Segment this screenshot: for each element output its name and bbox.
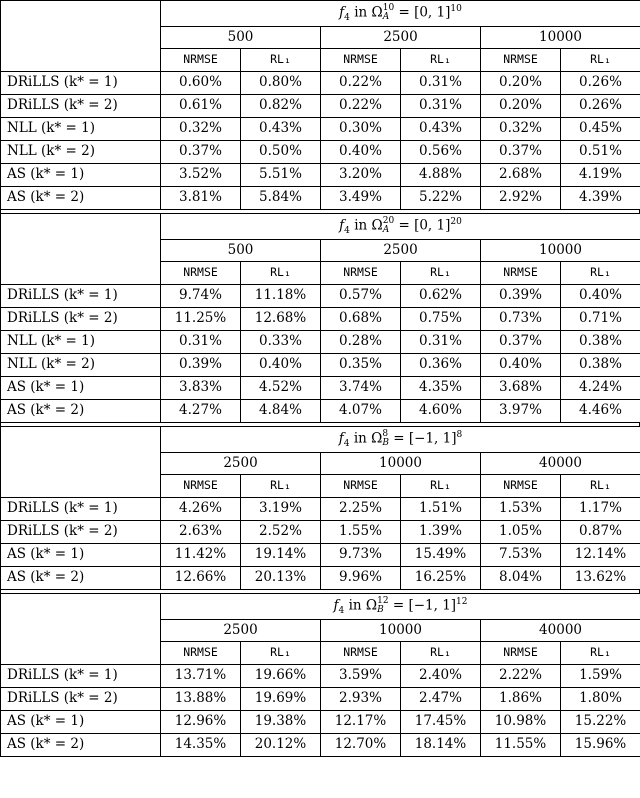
method-cell <box>1 118 161 141</box>
corner-cell <box>1 214 161 285</box>
method-cell <box>1 331 161 354</box>
method-name: AS <box>7 569 26 586</box>
nrmse-value: 0.32% <box>161 118 241 141</box>
nrmse-value: 11.42% <box>161 544 241 567</box>
method-cell <box>1 498 161 521</box>
title-omega-sub: A <box>382 224 390 235</box>
method-k: (k* = 2) <box>59 523 118 540</box>
rl1-header: RL₁ <box>561 262 640 285</box>
rl1-value: 4.19% <box>561 164 640 187</box>
rl1-value: 4.84% <box>241 400 321 423</box>
method-name: DRiLLS <box>7 74 60 91</box>
title-omega: Ω <box>371 217 383 234</box>
method-cell <box>1 734 161 757</box>
nrmse-value: 1.86% <box>481 688 561 711</box>
rl1-header: RL₁ <box>241 49 321 72</box>
rl1-value: 19.14% <box>241 544 321 567</box>
nrmse-value: 0.39% <box>481 285 561 308</box>
rl1-value: 4.52% <box>241 377 321 400</box>
nrmse-value: 8.04% <box>481 567 561 590</box>
rl1-value: 0.33% <box>241 331 321 354</box>
method-cell <box>1 187 161 210</box>
method-cell <box>1 164 161 187</box>
nrmse-value: 0.68% <box>321 308 401 331</box>
title-in: in <box>349 217 372 234</box>
title-f-sub: 4 <box>343 439 350 450</box>
rl1-value: 0.87% <box>561 521 640 544</box>
sample-size-header: 2500 <box>161 453 321 475</box>
method-cell <box>1 688 161 711</box>
method-name: AS <box>7 402 26 419</box>
sample-size-header: 10000 <box>321 620 481 642</box>
rl1-value: 0.31% <box>401 331 481 354</box>
nrmse-value: 9.74% <box>161 285 241 308</box>
rl1-value: 1.59% <box>561 665 640 688</box>
rl1-value: 12.14% <box>561 544 640 567</box>
nrmse-value: 3.83% <box>161 377 241 400</box>
table-row <box>1 544 640 567</box>
title-omega: Ω <box>365 597 378 614</box>
nrmse-value: 3.74% <box>321 377 401 400</box>
nrmse-value: 0.35% <box>321 354 401 377</box>
rl1-value: 0.43% <box>241 118 321 141</box>
rl1-value: 5.51% <box>241 164 321 187</box>
rl1-header: RL₁ <box>561 475 640 498</box>
method-k: (k* = 1) <box>59 667 118 684</box>
method-name: NLL <box>7 143 37 160</box>
rl1-value: 0.75% <box>401 308 481 331</box>
rl1-value: 4.46% <box>561 400 640 423</box>
table-row <box>1 187 640 210</box>
nrmse-value: 0.40% <box>481 354 561 377</box>
corner-cell <box>1 427 161 498</box>
sample-size-header: 10000 <box>481 27 640 49</box>
rl1-value: 4.35% <box>401 377 481 400</box>
nrmse-value: 12.96% <box>161 711 241 734</box>
rl1-value: 18.14% <box>401 734 481 757</box>
title-omega-scripts <box>382 430 389 448</box>
method-cell <box>1 354 161 377</box>
nrmse-value: 12.70% <box>321 734 401 757</box>
title-pow: 8 <box>456 429 463 440</box>
rl1-value: 4.39% <box>561 187 640 210</box>
rl1-value: 0.71% <box>561 308 640 331</box>
rl1-value: 15.49% <box>401 544 481 567</box>
method-name: DRiLLS <box>7 667 60 684</box>
method-k: (k* = 2) <box>26 569 85 586</box>
nrmse-value: 0.37% <box>481 141 561 164</box>
nrmse-value: 0.22% <box>321 72 401 95</box>
nrmse-header: NRMSE <box>481 475 561 498</box>
sample-size-header: 2500 <box>321 240 481 262</box>
method-cell <box>1 285 161 308</box>
nrmse-value: 13.71% <box>161 665 241 688</box>
nrmse-value: 0.57% <box>321 285 401 308</box>
nrmse-value: 3.59% <box>321 665 401 688</box>
method-name: DRiLLS <box>7 690 60 707</box>
title-row <box>1 214 640 240</box>
title-omega: Ω <box>371 430 383 447</box>
results-table-4 <box>0 593 640 757</box>
method-k: (k* = 1) <box>26 546 85 563</box>
corner-cell <box>1 594 161 665</box>
nrmse-value: 0.28% <box>321 331 401 354</box>
nrmse-header: NRMSE <box>321 262 401 285</box>
table-row <box>1 308 640 331</box>
rl1-value: 16.25% <box>401 567 481 590</box>
table-row <box>1 734 640 757</box>
title-f-sub: 4 <box>338 606 345 617</box>
title-eq: = [0, 1] <box>394 217 451 234</box>
table-row <box>1 521 640 544</box>
nrmse-value: 11.55% <box>481 734 561 757</box>
method-cell <box>1 567 161 590</box>
title-omega-sub: A <box>382 11 390 22</box>
method-name: DRiLLS <box>7 523 60 540</box>
sample-size-header: 10000 <box>481 240 640 262</box>
rl1-value: 0.26% <box>561 72 640 95</box>
rl1-value: 11.18% <box>241 285 321 308</box>
nrmse-value: 4.26% <box>161 498 241 521</box>
nrmse-value: 11.25% <box>161 308 241 331</box>
rl1-value: 20.13% <box>241 567 321 590</box>
sample-size-header: 2500 <box>161 620 321 642</box>
nrmse-value: 14.35% <box>161 734 241 757</box>
nrmse-value: 7.53% <box>481 544 561 567</box>
method-k: (k* = 2) <box>59 690 118 707</box>
nrmse-header: NRMSE <box>321 49 401 72</box>
title-omega-scripts <box>383 217 394 235</box>
rl1-value: 2.47% <box>401 688 481 711</box>
table-row <box>1 354 640 377</box>
rl1-value: 19.38% <box>241 711 321 734</box>
table-row <box>1 400 640 423</box>
nrmse-value: 1.53% <box>481 498 561 521</box>
corner-cell <box>1 1 161 72</box>
rl1-value: 0.26% <box>561 95 640 118</box>
rl1-value: 13.62% <box>561 567 640 590</box>
table-row <box>1 118 640 141</box>
nrmse-value: 0.32% <box>481 118 561 141</box>
title-f-sub: 4 <box>344 13 350 24</box>
title-in: in <box>349 430 372 447</box>
method-cell <box>1 95 161 118</box>
nrmse-value: 13.88% <box>161 688 241 711</box>
method-k: (k* = 1) <box>59 500 118 517</box>
rl1-value: 4.60% <box>401 400 481 423</box>
title-eq: = [−1, 1] <box>388 430 457 447</box>
method-cell <box>1 377 161 400</box>
nrmse-value: 4.27% <box>161 400 241 423</box>
nrmse-value: 3.97% <box>481 400 561 423</box>
method-k: (k* = 1) <box>59 74 118 91</box>
rl1-value: 19.69% <box>241 688 321 711</box>
method-name: NLL <box>7 120 37 137</box>
method-cell <box>1 308 161 331</box>
title-f: f <box>338 430 344 447</box>
nrmse-value: 1.05% <box>481 521 561 544</box>
nrmse-value: 3.81% <box>161 187 241 210</box>
rl1-value: 0.82% <box>241 95 321 118</box>
nrmse-value: 3.68% <box>481 377 561 400</box>
rl1-value: 5.84% <box>241 187 321 210</box>
title-omega-scripts <box>383 4 394 22</box>
rl1-value: 2.52% <box>241 521 321 544</box>
table-row <box>1 95 640 118</box>
table-title <box>161 427 640 453</box>
nrmse-value: 0.39% <box>161 354 241 377</box>
rl1-value: 0.31% <box>401 95 481 118</box>
method-name: AS <box>7 713 26 730</box>
nrmse-header: NRMSE <box>321 642 401 665</box>
nrmse-header: NRMSE <box>481 49 561 72</box>
nrmse-value: 0.31% <box>161 331 241 354</box>
title-omega-sub: B <box>382 437 389 448</box>
rl1-value: 1.39% <box>401 521 481 544</box>
method-name: NLL <box>7 333 37 350</box>
rl1-value: 15.96% <box>561 734 640 757</box>
method-name: DRiLLS <box>7 97 60 114</box>
nrmse-value: 10.98% <box>481 711 561 734</box>
rl1-value: 0.50% <box>241 141 321 164</box>
method-name: DRiLLS <box>7 500 60 517</box>
nrmse-value: 2.63% <box>161 521 241 544</box>
table-title <box>161 594 640 620</box>
method-cell <box>1 400 161 423</box>
nrmse-value: 1.55% <box>321 521 401 544</box>
rl1-header: RL₁ <box>561 49 640 72</box>
rl1-value: 5.22% <box>401 187 481 210</box>
table-row <box>1 377 640 400</box>
rl1-value: 19.66% <box>241 665 321 688</box>
title-f: f <box>333 597 339 614</box>
rl1-value: 0.51% <box>561 141 640 164</box>
sample-size-header: 2500 <box>321 27 481 49</box>
method-k: (k* = 2) <box>26 402 85 419</box>
method-name: AS <box>7 189 26 206</box>
method-name: NLL <box>7 356 37 373</box>
rl1-value: 3.19% <box>241 498 321 521</box>
rl1-header: RL₁ <box>241 262 321 285</box>
nrmse-value: 0.30% <box>321 118 401 141</box>
nrmse-value: 2.93% <box>321 688 401 711</box>
nrmse-value: 12.66% <box>161 567 241 590</box>
nrmse-value: 0.20% <box>481 95 561 118</box>
title-eq: = [0, 1] <box>394 4 451 21</box>
nrmse-value: 0.61% <box>161 95 241 118</box>
nrmse-value: 0.22% <box>321 95 401 118</box>
method-name: DRiLLS <box>7 287 60 304</box>
method-k: (k* = 2) <box>36 356 95 373</box>
rl1-value: 0.43% <box>401 118 481 141</box>
method-k: (k* = 1) <box>26 379 85 396</box>
nrmse-header: NRMSE <box>161 475 241 498</box>
results-table-2 <box>0 213 640 423</box>
rl1-value: 0.40% <box>561 285 640 308</box>
table-row <box>1 567 640 590</box>
results-table-3 <box>0 426 640 590</box>
rl1-value: 0.38% <box>561 331 640 354</box>
nrmse-header: NRMSE <box>481 642 561 665</box>
table-row <box>1 331 640 354</box>
rl1-value: 0.80% <box>241 72 321 95</box>
rl1-value: 15.22% <box>561 711 640 734</box>
table-title <box>161 214 640 240</box>
table-row <box>1 711 640 734</box>
rl1-value: 1.80% <box>561 688 640 711</box>
nrmse-value: 0.40% <box>321 141 401 164</box>
method-k: (k* = 2) <box>59 310 118 327</box>
method-name: AS <box>7 546 26 563</box>
title-omega: Ω <box>371 4 383 21</box>
method-cell <box>1 141 161 164</box>
rl1-header: RL₁ <box>241 475 321 498</box>
sample-size-header: 10000 <box>321 453 481 475</box>
method-name: AS <box>7 379 26 396</box>
title-omega-sup: 20 <box>382 215 395 226</box>
nrmse-header: NRMSE <box>161 49 241 72</box>
nrmse-header: NRMSE <box>321 475 401 498</box>
rl1-value: 0.62% <box>401 285 481 308</box>
title-in: in <box>344 597 366 614</box>
nrmse-value: 0.37% <box>161 141 241 164</box>
method-cell <box>1 72 161 95</box>
table-row <box>1 72 640 95</box>
nrmse-value: 9.73% <box>321 544 401 567</box>
rl1-value: 0.38% <box>561 354 640 377</box>
table-row <box>1 688 640 711</box>
nrmse-header: NRMSE <box>481 262 561 285</box>
method-cell <box>1 544 161 567</box>
sample-size-header: 500 <box>161 240 321 262</box>
title-pow: 20 <box>450 216 462 227</box>
method-k: (k* = 2) <box>59 97 118 114</box>
results-table-1 <box>0 0 640 210</box>
method-name: AS <box>7 736 26 753</box>
nrmse-header: NRMSE <box>161 262 241 285</box>
method-cell <box>1 521 161 544</box>
title-eq: = [−1, 1] <box>388 597 457 614</box>
title-in: in <box>349 4 372 21</box>
method-k: (k* = 2) <box>26 736 85 753</box>
nrmse-value: 4.07% <box>321 400 401 423</box>
nrmse-value: 0.60% <box>161 72 241 95</box>
table-title <box>161 1 640 27</box>
table-row <box>1 285 640 308</box>
rl1-value: 0.31% <box>401 72 481 95</box>
title-row <box>1 1 640 27</box>
title-omega-sub: B <box>377 604 384 615</box>
rl1-header: RL₁ <box>401 475 481 498</box>
sample-size-header: 40000 <box>481 620 640 642</box>
nrmse-value: 0.20% <box>481 72 561 95</box>
sample-size-header: 500 <box>161 27 321 49</box>
title-omega-sup: 8 <box>382 428 389 439</box>
title-f-sub: 4 <box>344 226 350 237</box>
rl1-value: 17.45% <box>401 711 481 734</box>
title-pow: 10 <box>450 3 462 14</box>
method-k: (k* = 2) <box>36 143 95 160</box>
nrmse-value: 3.49% <box>321 187 401 210</box>
nrmse-value: 2.22% <box>481 665 561 688</box>
nrmse-value: 12.17% <box>321 711 401 734</box>
method-cell <box>1 711 161 734</box>
title-omega-sup: 10 <box>382 2 395 13</box>
title-row <box>1 594 640 620</box>
rl1-value: 20.12% <box>241 734 321 757</box>
sample-size-header: 40000 <box>481 453 640 475</box>
method-name: AS <box>7 166 26 183</box>
title-f: f <box>339 217 345 234</box>
table-row <box>1 665 640 688</box>
method-name: DRiLLS <box>7 310 60 327</box>
rl1-value: 4.24% <box>561 377 640 400</box>
nrmse-value: 2.68% <box>481 164 561 187</box>
rl1-header: RL₁ <box>241 642 321 665</box>
rl1-value: 12.68% <box>241 308 321 331</box>
nrmse-header: NRMSE <box>161 642 241 665</box>
rl1-value: 0.36% <box>401 354 481 377</box>
rl1-value: 0.45% <box>561 118 640 141</box>
title-omega-scripts <box>377 597 388 615</box>
method-k: (k* = 1) <box>36 333 95 350</box>
title-omega-sup: 12 <box>377 595 389 606</box>
table-row <box>1 141 640 164</box>
nrmse-value: 3.20% <box>321 164 401 187</box>
table-row <box>1 164 640 187</box>
rl1-value: 1.51% <box>401 498 481 521</box>
nrmse-value: 0.73% <box>481 308 561 331</box>
nrmse-value: 2.92% <box>481 187 561 210</box>
nrmse-value: 0.37% <box>481 331 561 354</box>
title-pow: 12 <box>456 596 468 607</box>
rl1-value: 0.40% <box>241 354 321 377</box>
method-k: (k* = 1) <box>59 287 118 304</box>
rl1-header: RL₁ <box>561 642 640 665</box>
nrmse-value: 3.52% <box>161 164 241 187</box>
method-cell <box>1 665 161 688</box>
nrmse-value: 2.25% <box>321 498 401 521</box>
title-f: f <box>339 4 345 21</box>
method-k: (k* = 1) <box>26 713 85 730</box>
method-k: (k* = 1) <box>26 166 85 183</box>
method-k: (k* = 2) <box>26 189 85 206</box>
rl1-value: 4.88% <box>401 164 481 187</box>
title-row <box>1 427 640 453</box>
rl1-value: 2.40% <box>401 665 481 688</box>
method-k: (k* = 1) <box>36 120 95 137</box>
rl1-value: 0.56% <box>401 141 481 164</box>
rl1-header: RL₁ <box>401 49 481 72</box>
rl1-header: RL₁ <box>401 262 481 285</box>
nrmse-value: 9.96% <box>321 567 401 590</box>
table-row <box>1 498 640 521</box>
rl1-header: RL₁ <box>401 642 481 665</box>
rl1-value: 1.17% <box>561 498 640 521</box>
